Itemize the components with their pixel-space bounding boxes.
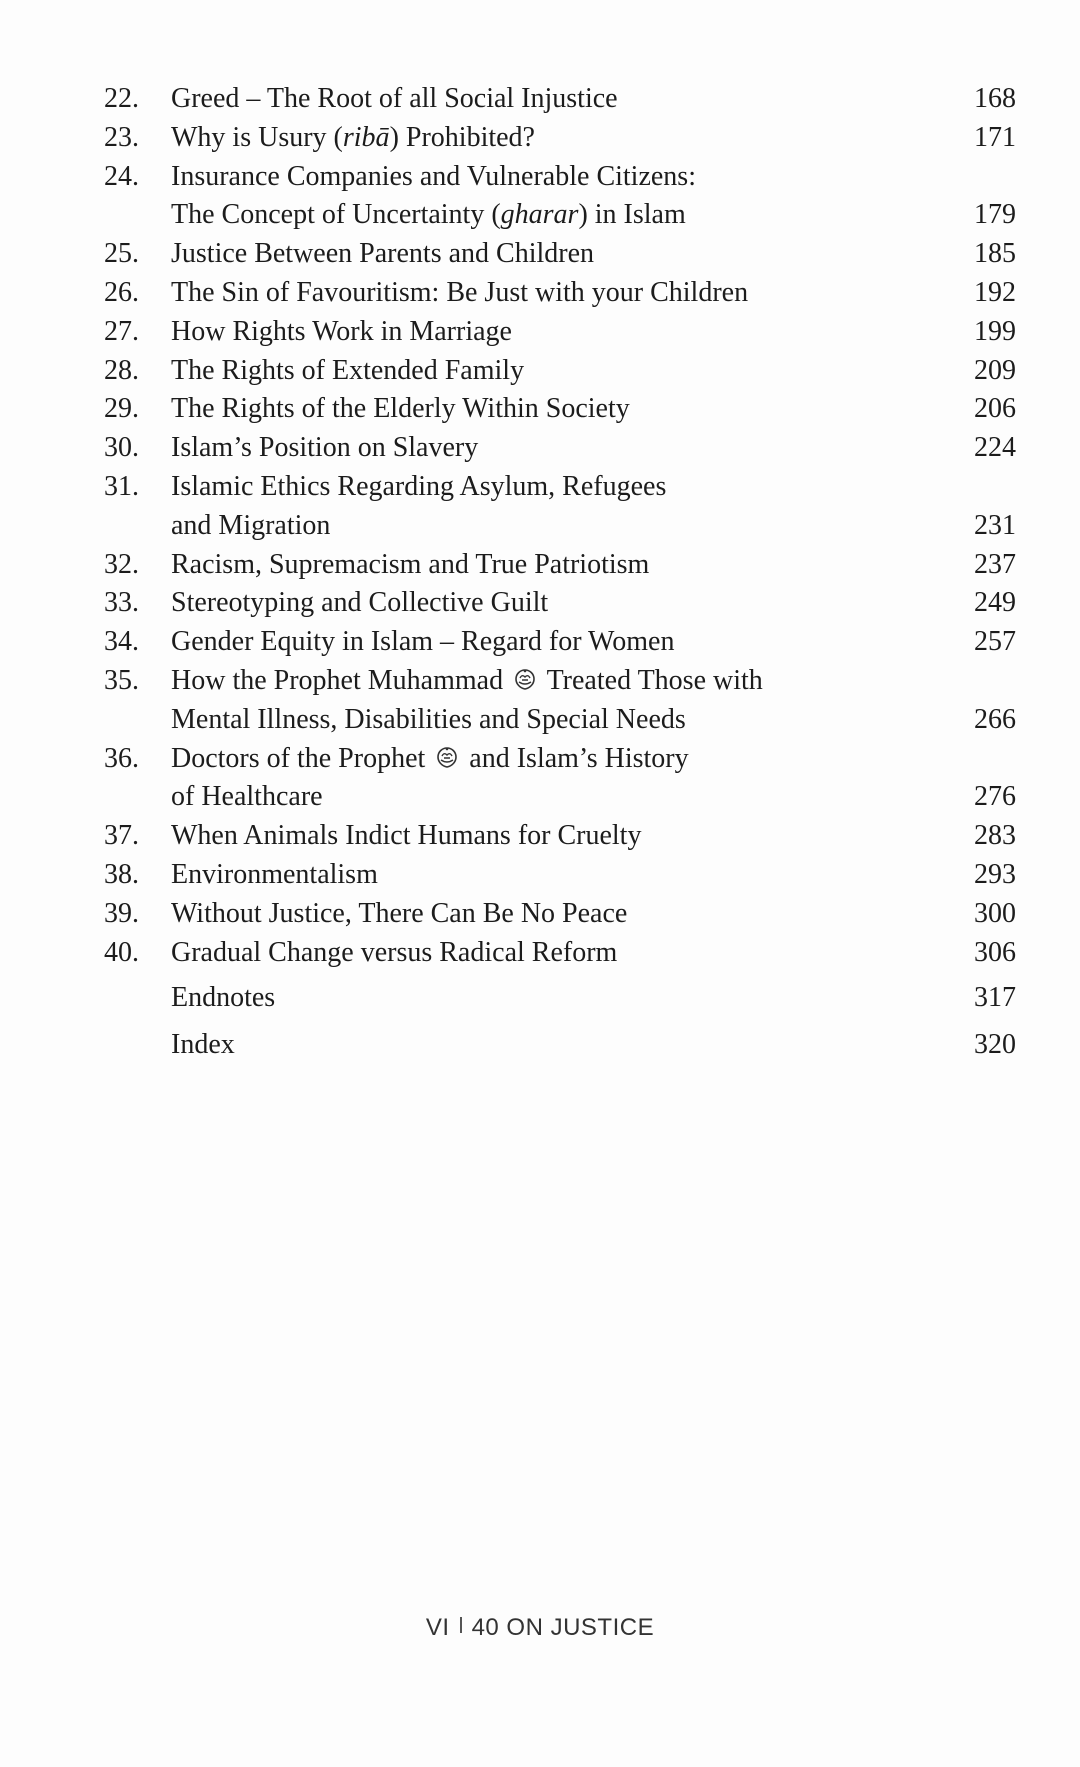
toc-entry-26 <box>104 274 1016 313</box>
toc-page: 249 <box>974 587 1016 619</box>
toc-title-part: ) in Islam <box>578 199 686 231</box>
toc-number: 39. <box>104 897 139 929</box>
toc-title-term: gharar <box>500 199 579 231</box>
toc-page: 276 <box>974 781 1016 813</box>
toc-number: 33. <box>104 587 139 619</box>
toc-entry-23 <box>104 119 1016 158</box>
toc-entry-27 <box>104 313 1016 352</box>
salawat-honorific-icon <box>513 668 537 692</box>
table-of-contents <box>104 80 1016 1065</box>
toc-number: 36. <box>104 742 139 774</box>
toc-number: 26. <box>104 276 139 308</box>
toc-title: The Sin of Favouritism: Be Just with your Children <box>171 276 749 308</box>
toc-title: The Rights of Extended Family <box>171 354 525 386</box>
toc-entry-30 <box>104 429 1016 468</box>
toc-entry-35 <box>104 662 1016 701</box>
toc-page: 257 <box>974 626 1016 658</box>
toc-entry-36-continued <box>104 778 1016 817</box>
toc-title: Endnotes <box>171 982 276 1014</box>
toc-entry-38 <box>104 856 1016 895</box>
toc-page: 209 <box>974 354 1016 386</box>
toc-page: 185 <box>974 238 1016 270</box>
toc-title-part: and Islam’s History <box>469 742 689 774</box>
toc-page: 283 <box>974 820 1016 852</box>
toc-number: 24. <box>104 160 139 192</box>
toc-title: Justice Between Parents and Children <box>171 238 595 270</box>
toc-title: and Migration <box>171 509 331 541</box>
toc-entry-24 <box>104 158 1016 197</box>
toc-page: 237 <box>974 548 1016 580</box>
toc-title: of Healthcare <box>171 781 323 813</box>
toc-title-part: How the Prophet Muhammad <box>171 664 504 696</box>
toc-title-part: Doctors of the Prophet <box>171 742 426 774</box>
toc-entry-28 <box>104 352 1016 391</box>
toc-page: 231 <box>974 509 1016 541</box>
toc-page: 168 <box>974 83 1016 114</box>
toc-page: 317 <box>974 982 1016 1014</box>
toc-title: Insurance Companies and Vulnerable Citizens: <box>171 160 696 192</box>
toc-title: Islam’s Position on Slavery <box>171 432 479 464</box>
toc-entry-endnotes <box>104 979 1016 1018</box>
toc-entry-25 <box>104 235 1016 274</box>
toc-entry-24-continued <box>104 196 1016 235</box>
toc-title-part: Why is Usury ( <box>171 121 343 153</box>
page-numeral: VI <box>425 1614 450 1641</box>
toc-number: 29. <box>104 393 139 425</box>
toc-number: 22. <box>104 83 139 114</box>
toc-number: 34. <box>104 626 139 658</box>
toc-entry-index <box>104 1026 1016 1065</box>
toc-entry-22 <box>104 80 1016 119</box>
toc-number: 32. <box>104 548 139 580</box>
toc-entry-33 <box>104 584 1016 623</box>
toc-number: 40. <box>104 936 139 968</box>
toc-title: The Rights of the Elderly Within Society <box>171 393 630 425</box>
toc-page: 266 <box>974 703 1016 735</box>
toc-title: Gradual Change versus Radical Reform <box>171 936 618 968</box>
toc-number: 37. <box>104 820 139 852</box>
toc-number: 23. <box>104 121 139 153</box>
salawat-honorific-icon <box>435 746 459 770</box>
toc-title: Environmentalism <box>171 858 378 890</box>
toc-page: 179 <box>974 199 1016 231</box>
toc-entry-29 <box>104 390 1016 429</box>
toc-number: 35. <box>104 664 139 696</box>
toc-number: 28. <box>104 354 139 386</box>
toc-entry-37 <box>104 817 1016 856</box>
toc-entry-31-continued <box>104 507 1016 546</box>
toc-title-term: ribā <box>342 121 390 153</box>
toc-number: 25. <box>104 238 139 270</box>
toc-entry-36 <box>104 740 1016 779</box>
toc-page: 171 <box>974 121 1016 153</box>
toc-title: Without Justice, There Can Be No Peace <box>171 897 628 929</box>
toc-title-part: ) Prohibited? <box>389 121 535 153</box>
toc-title: How Rights Work in Marriage <box>171 315 512 347</box>
toc-page: 320 <box>974 1029 1016 1061</box>
toc-number: 30. <box>104 432 139 464</box>
toc-entry-35-continued <box>104 701 1016 740</box>
toc-title-part: The Concept of Uncertainty ( <box>171 199 501 231</box>
page-footer <box>0 1614 1080 1642</box>
toc-title: Greed – The Root of all Social Injustice <box>171 83 618 114</box>
toc-title: When Animals Indict Humans for Cruelty <box>171 820 642 852</box>
toc-entry-40 <box>104 934 1016 973</box>
toc-number: 31. <box>104 470 139 502</box>
toc-page: 293 <box>974 858 1016 890</box>
toc-number: 38. <box>104 858 139 890</box>
toc-title-part: Treated Those with <box>546 664 763 696</box>
toc-page: 199 <box>974 315 1016 347</box>
toc-title: Stereotyping and Collective Guilt <box>171 587 549 619</box>
toc-page: 192 <box>974 276 1016 308</box>
toc-page: 206 <box>974 393 1016 425</box>
book-title: 40 ON JUSTICE <box>471 1614 655 1641</box>
toc-entry-39 <box>104 895 1016 934</box>
toc-title: Mental Illness, Disabilities and Special Needs <box>171 703 686 735</box>
footer-divider <box>460 1617 462 1633</box>
toc-title: Racism, Supremacism and True Patriotism <box>171 548 650 580</box>
toc-entry-31 <box>104 468 1016 507</box>
toc-title <box>171 196 686 235</box>
toc-title <box>171 119 535 158</box>
toc-number: 27. <box>104 315 139 347</box>
toc-page: 300 <box>974 897 1016 929</box>
toc-title: Gender Equity in Islam – Regard for Women <box>171 626 675 658</box>
toc-page: 224 <box>974 432 1016 464</box>
toc-entry-32 <box>104 546 1016 585</box>
toc-title: Islamic Ethics Regarding Asylum, Refugees <box>171 470 667 502</box>
toc-title <box>171 662 763 701</box>
toc-page: 306 <box>974 936 1016 968</box>
toc-title <box>171 740 689 779</box>
toc-entry-34 <box>104 623 1016 662</box>
toc-title: Index <box>171 1029 235 1061</box>
